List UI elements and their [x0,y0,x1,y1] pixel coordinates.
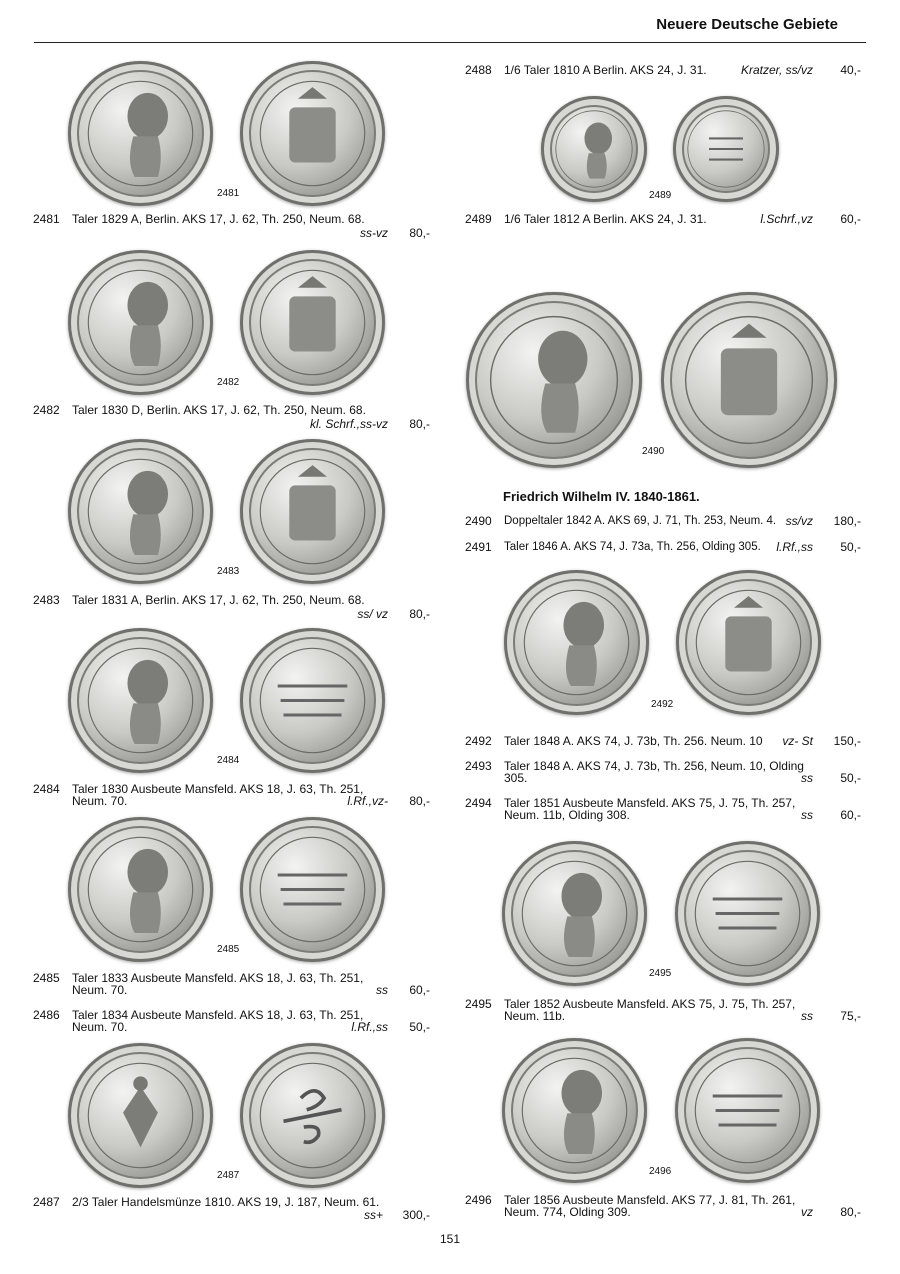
coin-2496-obverse-image [502,1038,647,1183]
lot-price: 80,- [409,417,430,431]
lot-grade: kl. Schrf.,ss-vz [309,417,388,431]
coin-2483-reverse-image [240,439,385,584]
page-number: 151 [439,1232,461,1246]
lot-grade: l.Rf.,ss [776,540,813,554]
lot-description-cont: Neum. 70. [72,1020,128,1034]
lot-grade: ss/vz [785,514,813,528]
lot-grade: Kratzer, ss/vz [740,63,813,77]
lot-number: 2481 [33,212,60,226]
lot-2491 [465,541,861,555]
lot-number: 2496 [465,1193,492,1207]
lot-description-cont: Neum. 70. [72,794,128,808]
coin-2490-reverse-image [661,292,837,468]
coin-2484-reverse-image [240,628,385,773]
coin-label-2489: 2489 [649,190,672,201]
coin-label-2496: 2496 [649,1166,672,1177]
lot-number: 2494 [465,796,492,810]
lot-grade: ss [801,1009,813,1023]
lot-number: 2493 [465,759,492,773]
lot-2486 [33,1009,430,1037]
lot-grade: l.Schrf.,vz [760,212,813,226]
lot-description: 1/6 Taler 1812 A Berlin. AKS 24, J. 31. [504,212,707,226]
lot-grade: l.Rf.,ss [351,1020,388,1034]
page-header [0,0,900,44]
coin-label-2487: 2487 [217,1170,240,1181]
lot-number: 2484 [33,782,60,796]
lot-2482 [33,404,430,432]
lot-description-cont: Neum. 774, Olding 309. [504,1205,631,1219]
coin-label-2495: 2495 [649,968,672,979]
lot-price: 40,- [840,63,861,77]
lot-price: 60,- [409,983,430,997]
lot-price: 50,- [840,540,861,554]
lot-2492 [465,735,861,749]
lot-description: Taler 1830 D, Berlin. AKS 17, J. 62, Th. 250, Neum. 68. [72,403,366,417]
lot-grade: ss-vz [360,226,388,240]
lot-description: 1/6 Taler 1810 A Berlin. AKS 24, J. 31. [504,63,707,77]
lot-number: 2487 [33,1195,60,1209]
lot-price: 180,- [833,514,861,528]
coin-2490-obverse-image [466,292,642,468]
coin-2496-reverse-image [675,1038,820,1183]
header-title: Neuere Deutsche Gebiete [656,16,838,33]
coin-2487-reverse-image [240,1043,385,1188]
lot-number: 2486 [33,1008,60,1022]
lot-description: Taler 1848 A. AKS 74, J. 73b, Th. 256, Neum. 10, Olding [504,759,804,773]
lot-price: 60,- [840,808,861,822]
lot-number: 2490 [465,514,492,528]
lot-2496 [465,1194,861,1222]
lot-description: Taler 1856 Ausbeute Mansfeld. AKS 77, J. 81, Th. 261, [504,1193,796,1207]
lot-description: Taler 1830 Ausbeute Mansfeld. AKS 18, J. 63, Th. 251, [72,782,364,796]
lot-price: 75,- [840,1009,861,1023]
lot-description: Doppeltaler 1842 A. AKS 69, J. 71, Th. 253, Neum. 4. [504,515,777,527]
lot-2484 [33,783,430,811]
lot-number: 2489 [465,212,492,226]
lot-number: 2483 [33,593,60,607]
coin-2492-reverse-image [676,570,821,715]
lot-description: Taler 1834 Ausbeute Mansfeld. AKS 18, J. 63, Th. 251, [72,1008,364,1022]
lot-price: 300,- [402,1208,430,1222]
lot-description: 2/3 Taler Handelsmünze 1810. AKS 19, J. 187, Neum. 61. [72,1195,380,1209]
coin-2482-obverse-image [68,250,213,395]
coin-2482-reverse-image [240,250,385,395]
coin-label-2481: 2481 [217,188,240,199]
lot-2485 [33,972,430,1000]
lot-2493 [465,760,861,788]
lot-description: Taler 1846 A. AKS 74, J. 73a, Th. 256, Olding 305. [504,541,761,553]
lot-number: 2495 [465,997,492,1011]
lot-description-cont: Neum. 70. [72,983,128,997]
lot-2488 [465,64,861,78]
lot-grade: vz- St [782,734,813,748]
lot-number: 2488 [465,63,492,77]
coin-2489-reverse-image [673,96,779,202]
lot-price: 50,- [409,1020,430,1034]
lot-2495 [465,998,861,1026]
lot-grade: vz [801,1205,813,1219]
lot-description: Taler 1852 Ausbeute Mansfeld. AKS 75, J. 75, Th. 257, [504,997,796,1011]
lot-2483 [33,594,430,622]
coin-label-2482: 2482 [217,377,240,388]
lot-price: 80,- [409,226,430,240]
lot-description: Taler 1848 A. AKS 74, J. 73b, Th. 256. Neum. 10 [504,734,763,748]
coin-2484-obverse-image [68,628,213,773]
lot-2481 [33,213,430,241]
coin-2481-obverse-image [68,61,213,206]
lot-price: 80,- [409,607,430,621]
lot-grade: ss [801,808,813,822]
lot-number: 2482 [33,403,60,417]
coin-label-2485: 2485 [217,944,240,955]
lot-grade: ss [376,983,388,997]
coin-2492-obverse-image [504,570,649,715]
lot-description-cont: Neum. 11b. [504,1009,566,1023]
coin-2485-obverse-image [68,817,213,962]
lot-price: 50,- [840,771,861,785]
coin-2489-obverse-image [541,96,647,202]
lot-description: Taler 1829 A, Berlin. AKS 17, J. 62, Th. 250, Neum. 68. [72,212,365,226]
section-heading: Friedrich Wilhelm IV. 1840-1861. [503,489,700,504]
coin-2483-obverse-image [68,439,213,584]
lot-grade: ss+ [363,1208,383,1222]
lot-price: 60,- [840,212,861,226]
lot-2489 [465,213,861,227]
lot-number: 2485 [33,971,60,985]
coin-label-2492: 2492 [651,699,674,710]
lot-description: Taler 1833 Ausbeute Mansfeld. AKS 18, J. 63, Th. 251, [72,971,364,985]
coin-label-2484: 2484 [217,755,240,766]
lot-description: Taler 1851 Ausbeute Mansfeld. AKS 75, J. 75, Th. 257, [504,796,796,810]
lot-grade: ss [801,771,813,785]
coin-2485-reverse-image [240,817,385,962]
lot-description-cont: 305. [504,771,528,785]
coin-2481-reverse-image [240,61,385,206]
coin-label-2490: 2490 [642,446,665,457]
lot-description: Taler 1831 A, Berlin. AKS 17, J. 62, Th. 250, Neum. 68. [72,593,365,607]
lot-grade: l.Rf.,vz- [347,794,388,808]
coin-2495-reverse-image [675,841,820,986]
lot-2494 [465,797,861,825]
lot-number: 2491 [465,540,492,554]
lot-2490 [465,515,861,529]
lot-number: 2492 [465,734,492,748]
lot-description-cont: Neum. 11b, Olding 308. [504,808,630,822]
lot-grade: ss/ vz [357,607,388,621]
lot-price: 80,- [409,794,430,808]
coin-2495-obverse-image [502,841,647,986]
lot-price: 80,- [840,1205,861,1219]
lot-2487 [33,1196,430,1224]
coin-label-2483: 2483 [217,566,240,577]
header-rule [34,42,866,43]
coin-2487-obverse-image [68,1043,213,1188]
lot-price: 150,- [833,734,861,748]
